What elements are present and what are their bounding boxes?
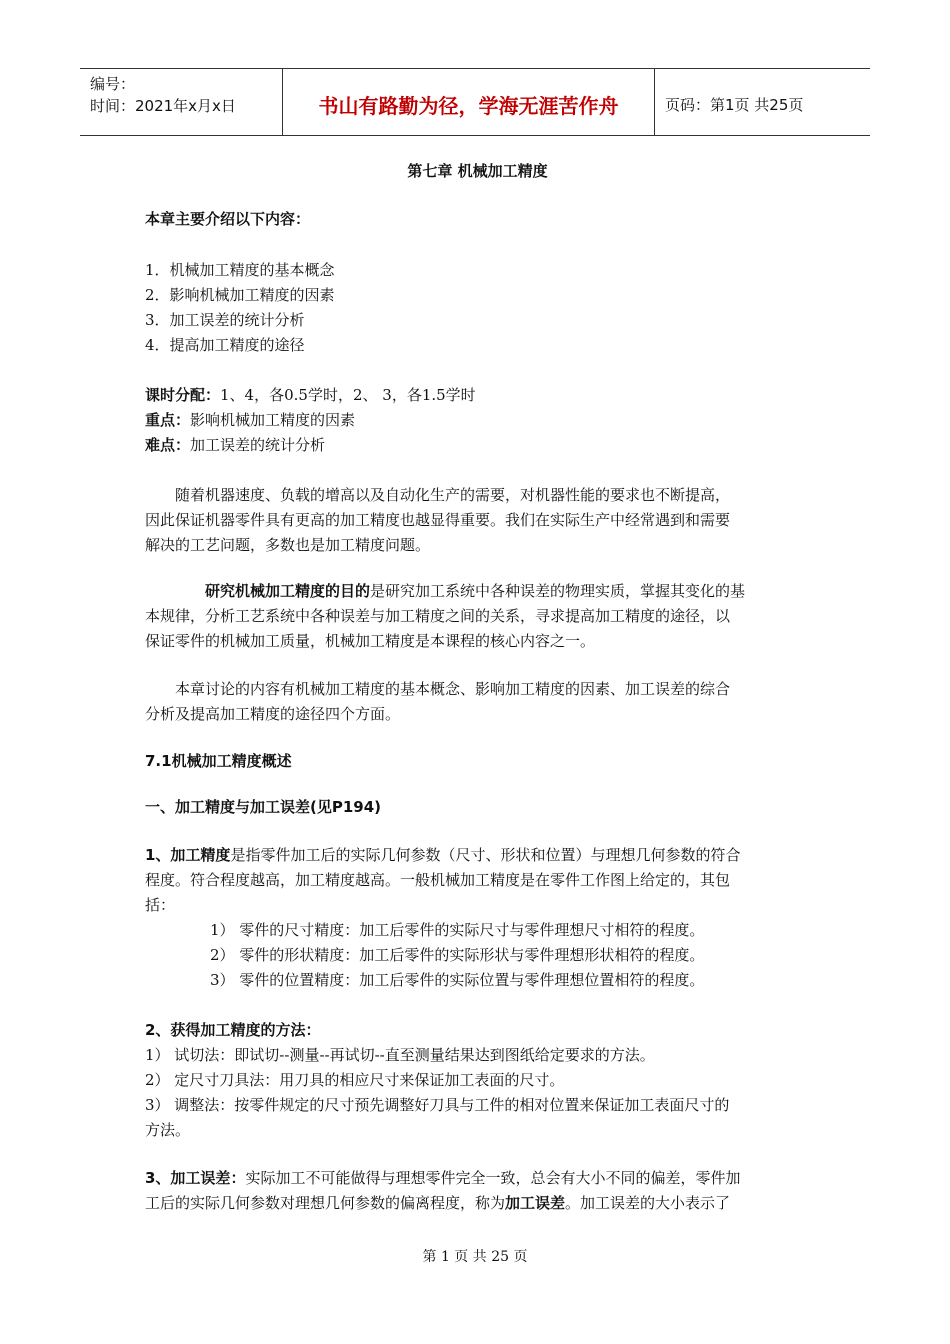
chapter-title: 第七章 机械加工精度 (407, 162, 548, 180)
paragraph-line: 分析及提高加工精度的途径四个方面。 (145, 705, 401, 723)
hours-label: 课时分配： (145, 386, 221, 404)
paragraph-line: 本规律，分析工艺系统中各种误差与加工精度之间的关系，寻求提高加工精度的途径，以 (145, 607, 731, 625)
precision-lead: 1、加工精度 (145, 846, 231, 864)
paragraph-line (145, 1192, 730, 1214)
page-code: 页码：第1页 共25页 (665, 95, 804, 114)
topic-item: 4．提高加工精度的途径 (145, 336, 305, 354)
paragraph-line: 因此保证机器零件具有更高的加工精度也越显得重要。我们在实际生产中经常遇到和需要 (145, 511, 731, 529)
methods-heading: 2、获得加工精度的方法： (145, 1021, 321, 1039)
paragraph-line: 本章讨论的内容有机械加工精度的基本概念、影响加工精度的因素、加工误差的综合 (175, 680, 731, 698)
key-point-label: 重点： (145, 411, 191, 429)
list-item: 3） 调整法：按零件规定的尺寸预先调整好刀具与工件的相对位置来保证加工表面尺寸的 (145, 1096, 730, 1114)
error-term: 加工误差 (505, 1194, 566, 1212)
paragraph-line: 解决的工艺问题，多数也是加工精度问题。 (145, 536, 431, 554)
intro-heading: 本章主要介绍以下内容： (145, 210, 311, 228)
subsection-title: 一、加工精度与加工误差(见P194) (145, 798, 382, 816)
paragraph-line: 程度。符合程度越高，加工精度越高。一般机械加工精度是在零件工作图上给定的，其包 (145, 871, 731, 889)
list-item: 1） 零件的尺寸精度：加工后零件的实际尺寸与零件理想尺寸相符的程度。 (210, 921, 705, 939)
list-item: 1） 试切法：即试切--测量--再试切--直至测量结果达到图纸给定要求的方法。 (145, 1046, 655, 1064)
key-point-line (145, 409, 355, 431)
paragraph-text: 是研究加工系统中各种误差的物理实质，掌握其变化的基 (370, 582, 746, 600)
header-table (80, 68, 870, 136)
motto: 书山有路勤为径，学海无涯苦作舟 (282, 69, 655, 135)
section-title: 7.1机械加工精度概述 (145, 752, 292, 770)
paragraph-line: 保证零件的机械加工质量，机械加工精度是本课程的核心内容之一。 (145, 632, 596, 650)
key-point-text: 影响机械加工精度的因素 (190, 411, 356, 429)
paragraph-text: 实际加工不可能做得与理想零件完全一致，总会有大小不同的偏差，零件加 (245, 1169, 741, 1187)
number-label: 编号： (90, 75, 136, 93)
paragraph-text: 工后的实际几何参数对理想几何参数的偏离程度，称为 (145, 1194, 506, 1212)
header-info-cell (80, 69, 282, 135)
paragraph-line: 随着机器速度、负载的增高以及自动化生产的需要，对机器性能的要求也不断提高， (175, 486, 731, 504)
difficult-point-line (145, 434, 325, 456)
date-label: 时间：2021年x月x日 (90, 97, 236, 115)
list-item: 3） 零件的位置精度：加工后零件的实际位置与零件理想位置相符的程度。 (210, 971, 705, 989)
difficult-point-text: 加工误差的统计分析 (190, 436, 326, 454)
paragraph-text: 是指零件加工后的实际几何参数（尺寸、形状和位置）与理想几何参数的符合 (230, 846, 741, 864)
hours-text: 1、4，各0.5学时，2、 3，各1.5学时 (220, 386, 476, 404)
difficult-point-label: 难点： (145, 436, 191, 454)
page-footer: 第 1 页 共 25 页 (422, 1249, 528, 1265)
paragraph-line (145, 844, 740, 866)
error-lead: 3、加工误差： (145, 1169, 246, 1187)
paragraph-line (145, 1167, 740, 1189)
paragraph-text: 。加工误差的大小表示了 (565, 1194, 731, 1212)
paragraph-line (205, 580, 745, 602)
hours-line (145, 384, 476, 406)
topic-item: 3．加工误差的统计分析 (145, 311, 305, 329)
list-item: 2） 零件的形状精度：加工后零件的实际形状与零件理想形状相符的程度。 (210, 946, 705, 964)
topic-item: 1．机械加工精度的基本概念 (145, 261, 335, 279)
paragraph-line: 括： (145, 896, 176, 914)
topic-item: 2．影响机械加工精度的因素 (145, 286, 335, 304)
list-item: 方法。 (145, 1121, 191, 1139)
purpose-lead: 研究机械加工精度的目的 (205, 582, 371, 600)
list-item: 2） 定尺寸刀具法：用刀具的相应尺寸来保证加工表面的尺寸。 (145, 1071, 565, 1089)
